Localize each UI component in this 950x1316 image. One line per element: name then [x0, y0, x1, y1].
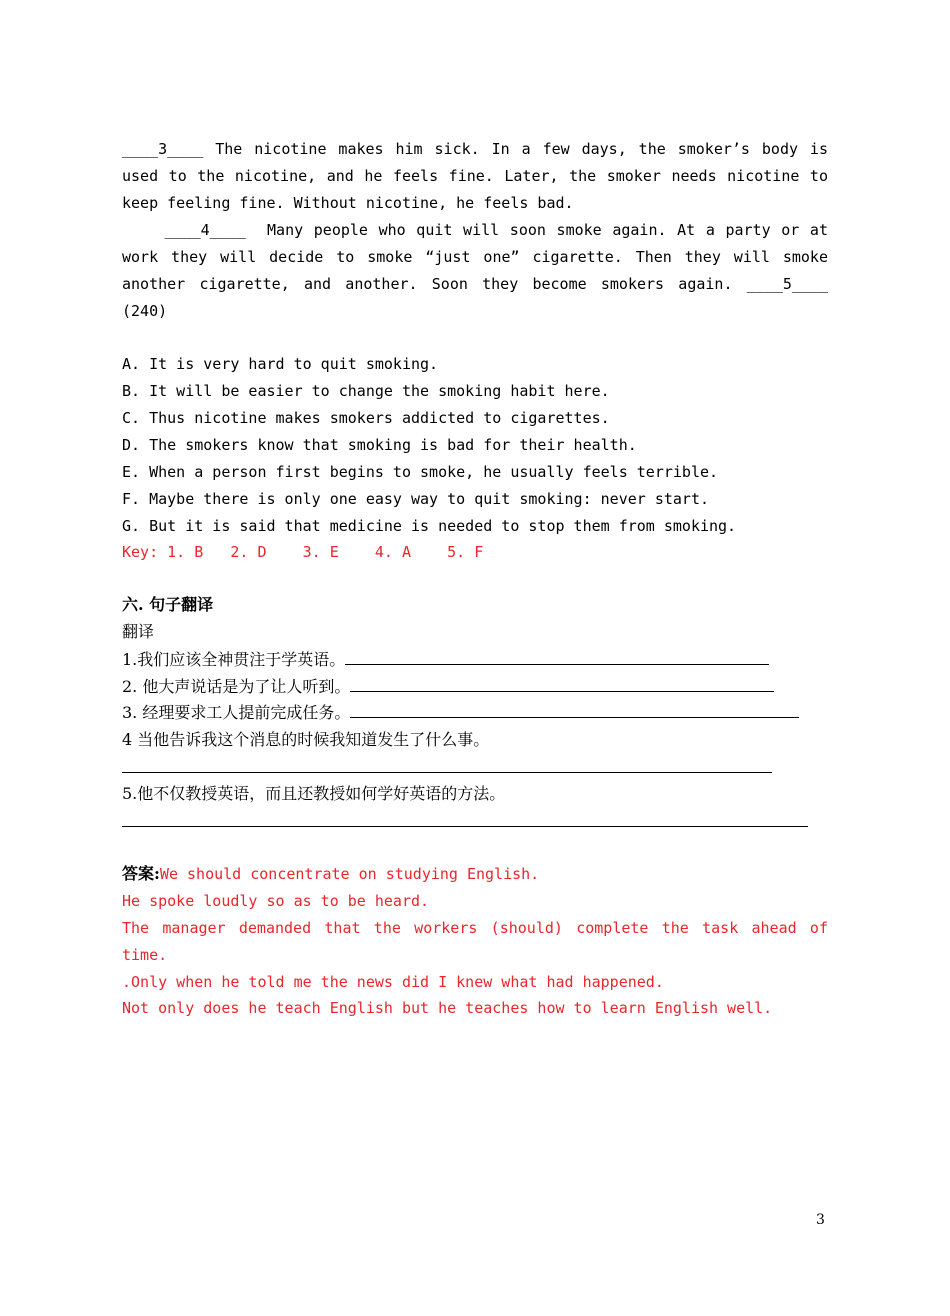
answer-3-cont: time.	[122, 946, 168, 964]
answer-3: The manager demanded that the workers (should) complete the task ahead of	[122, 919, 828, 937]
passage-line: work they will decide to smoke “just one” cigarette. Then they will smoke	[122, 248, 828, 266]
question-text: 3. 经理要求工人提前完成任务。	[122, 703, 351, 722]
answer-1: We should concentrate on studying English.	[159, 865, 540, 883]
answer-2: He spoke loudly so as to be heard.	[122, 892, 430, 910]
passage-line: ____3____ The nicotine makes him sick. In a few days, the smoker’s body is	[122, 140, 828, 158]
answer-key: Key: 1. B 2. D 3. E 4. A 5. F	[122, 543, 484, 561]
option-g: G. But it is said that medicine is needed to stop them from smoking.	[122, 517, 737, 535]
option-e: E. When a person first begins to smoke, he usually feels terrible.	[122, 463, 719, 481]
translation-question-1	[122, 650, 769, 670]
option-d: D. The smokers know that smoking is bad for their health.	[122, 436, 637, 454]
answers-label: 答案:	[122, 864, 160, 883]
answer-5: Not only does he teach English but he teaches how to learn English well.	[122, 999, 773, 1017]
question-text: 2. 他大声说话是为了让人听到。	[122, 677, 351, 696]
translation-question-4: 4 当他告诉我这个消息的时候我知道发生了什么事。	[122, 730, 490, 749]
answer-blank[interactable]	[122, 772, 772, 773]
passage-line: another cigarette, and another. Soon they become smokers again. ____5____	[122, 275, 828, 293]
option-c: C. Thus nicotine makes smokers addicted to cigarettes.	[122, 409, 610, 427]
translation-question-2	[122, 677, 774, 697]
passage-line: ____4____ Many people who quit will soon smoke again. At a party or at	[122, 221, 828, 239]
word-count: (240)	[122, 302, 168, 320]
translation-question-3	[122, 703, 799, 723]
answer-blank[interactable]	[350, 677, 774, 692]
answer-blank[interactable]	[122, 826, 808, 827]
passage-line: keep feeling fine. Without nicotine, he feels bad.	[122, 194, 574, 212]
page-number: 3	[816, 1212, 825, 1228]
option-a: A. It is very hard to quit smoking.	[122, 355, 439, 373]
answer-blank[interactable]	[345, 650, 769, 665]
option-f: F. Maybe there is only one easy way to quit smoking: never start.	[122, 490, 709, 508]
option-b: B. It will be easier to change the smoking habit here.	[122, 382, 610, 400]
answer-4: .Only when he told me the news did I knew what had happened.	[122, 973, 664, 991]
section-title: 六. 句子翻译	[122, 595, 214, 614]
answer-blank[interactable]	[350, 703, 799, 718]
question-text: 1.我们应该全神贯注于学英语。	[122, 650, 346, 669]
answer-1-line	[122, 864, 539, 884]
translation-question-5: 5.他不仅教授英语，而且还教授如何学好英语的方法。	[122, 784, 506, 803]
passage-line: used to the nicotine, and he feels fine. Later, the smoker needs nicotine to	[122, 167, 828, 185]
section-subtitle: 翻译	[122, 622, 155, 641]
